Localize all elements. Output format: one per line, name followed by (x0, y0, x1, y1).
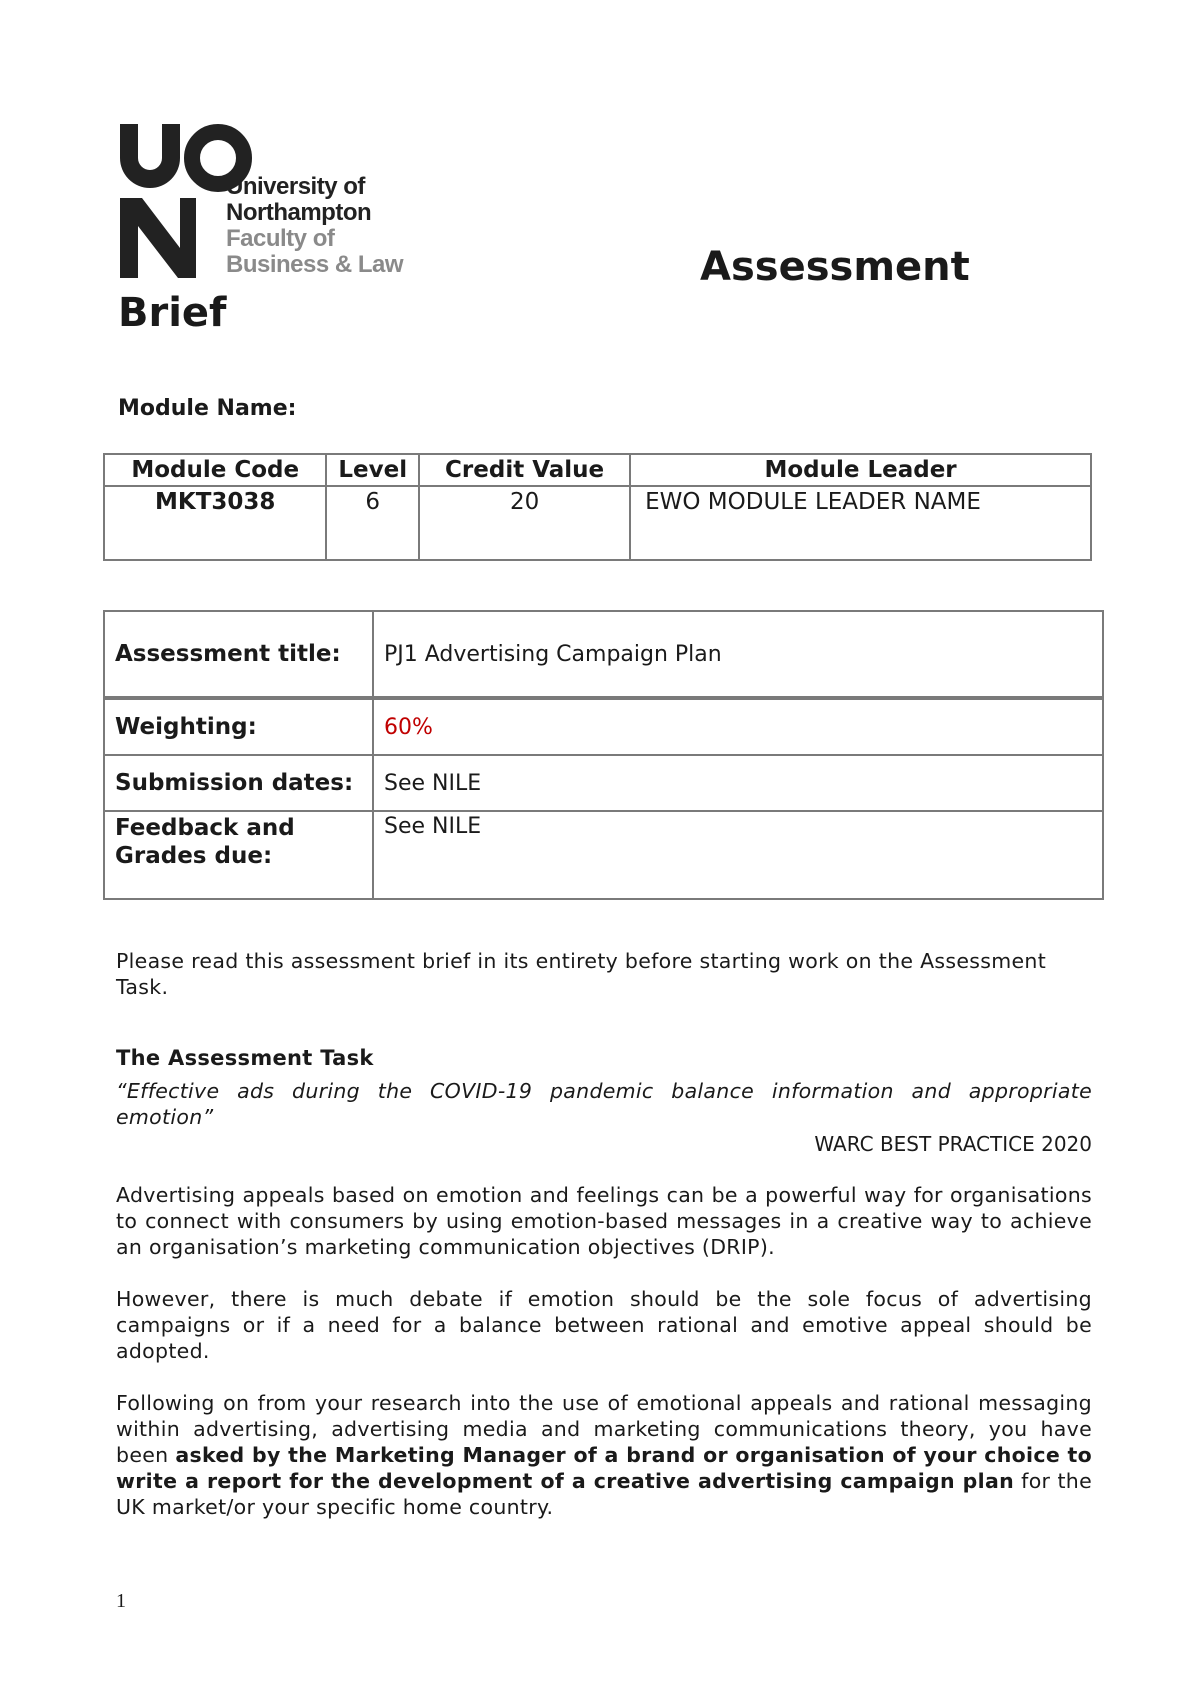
logo-line-business-law: Business & Law (226, 251, 404, 278)
module-name-label: Module Name: (118, 396, 297, 421)
header-credit-value: Credit Value (419, 454, 630, 486)
details-row-weighting (104, 698, 1103, 755)
cell-level: 6 (326, 486, 419, 560)
module-info-table (103, 453, 1092, 561)
details-row-title (104, 611, 1103, 698)
task-paragraph-1: Advertising appeals based on emotion and feelings can be a powerful way for organisations to connect with consumers by using emotion-based messages in a creative way to achieve an organisation’s marketing communication objectives (DRIP). (116, 1183, 1092, 1259)
cell-module-leader: EWO MODULE LEADER NAME (630, 486, 1091, 560)
logo-wordmark (226, 174, 403, 278)
label-submission-dates: Submission dates: (104, 755, 373, 811)
quote-source: WARC BEST PRACTICE 2020 (814, 1132, 1092, 1156)
task-paragraph-3-intro: Following on from your research into the use of emotional appeals and rational messaging within advertising, advertising media and marketing communications theory, you have been (116, 1391, 1092, 1467)
details-row-feedback (104, 811, 1103, 899)
label-assessment-title: Assessment title: (104, 611, 373, 698)
document-title-brief: Brief (118, 290, 227, 336)
label-weighting: Weighting: (104, 698, 373, 755)
page-number: 1 (116, 1590, 126, 1612)
intro-paragraph: Please read this assessment brief in its entirety before starting work on the Assessment Task. (116, 949, 1047, 999)
cell-credit-value: 20 (419, 486, 630, 560)
task-paragraph-3-emphasis: asked by the Marketing Manager of a brand or organisation of your choice to write a report for the development of a creative advertising campaign plan (116, 1443, 1093, 1493)
header-module-code: Module Code (104, 454, 326, 486)
cell-module-code: MKT3038 (104, 486, 326, 560)
value-feedback-grades: See NILE (373, 811, 1103, 899)
logo-line-northampton: Northampton (226, 199, 372, 226)
label-feedback-grades: Feedback and Grades due: (104, 811, 373, 899)
task-paragraph-3 (116, 1390, 1092, 1520)
header-level: Level (326, 454, 419, 486)
value-weighting: 60% (373, 698, 1103, 755)
value-assessment-title: PJ1 Advertising Campaign Plan (373, 611, 1103, 698)
logo-line-university: University of (226, 173, 365, 200)
value-submission-dates: See NILE (373, 755, 1103, 811)
task-paragraph-3-end: for the UK market/or your specific home country. (116, 1469, 1092, 1519)
document-title-assessment: Assessment (700, 244, 970, 290)
logo-line-faculty: Faculty of (226, 225, 335, 252)
task-quote: “Effective ads during the COVID-19 pandemic balance information and appropriate emotion” (116, 1079, 1092, 1129)
module-table-header-row (104, 454, 1091, 486)
assessment-details-table (103, 610, 1104, 900)
module-table-row (104, 486, 1091, 560)
header-module-leader: Module Leader (630, 454, 1091, 486)
task-paragraph-2: However, there is much debate if emotion should be the sole focus of advertising campaigns or if a need for a balance between rational and emotive appeal should be adopted. (116, 1287, 1092, 1363)
task-heading: The Assessment Task (116, 1046, 374, 1070)
details-row-submission (104, 755, 1103, 811)
